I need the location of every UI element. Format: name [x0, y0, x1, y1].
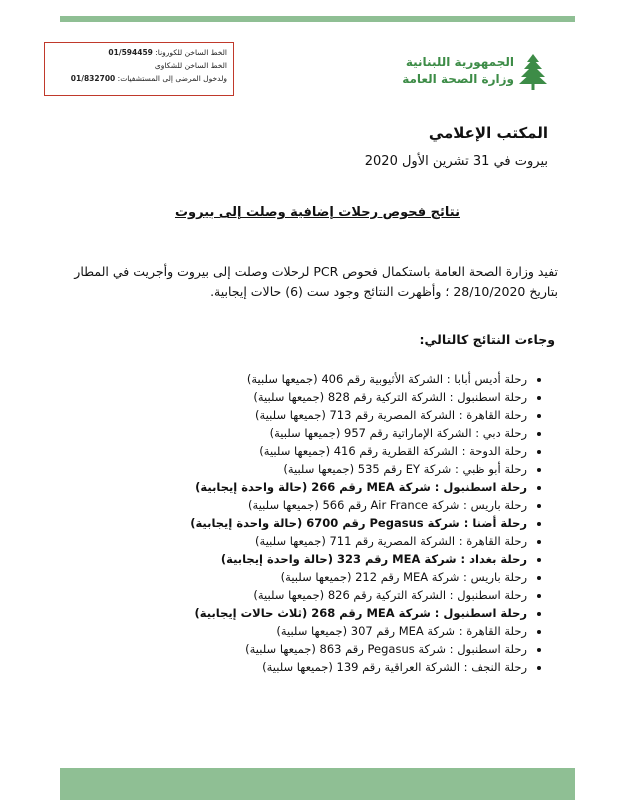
list-item: • رحلة النجف : الشركة العراقية رقم 139 (جميعها سلبية): [167, 658, 527, 676]
intro-paragraph: تفيد وزارة الصحة العامة باستكمال فحوص PCR لرحلات وصلت إلى بيروت وأجريت في المطار بتاريخ 28/10/2020 ؛ وأظهرت النتائج وجود ست (6) حالات إيجابية.: [74, 264, 558, 299]
list-item: • رحلة القاهرة : الشركة المصرية رقم 713 (جميعها سلبية): [167, 406, 527, 424]
bottom-green-band: [60, 768, 575, 800]
cedar-tree-icon: [518, 52, 548, 92]
hotline-box: [44, 42, 234, 96]
list-item: • رحلة القاهرة : الشركة المصرية رقم 711 (جميعها سلبية): [167, 532, 527, 550]
list-item: • رحلة القاهرة : شركة MEA رقم 307 (جميعها سلبية): [167, 622, 527, 640]
office-heading: المكتب الإعلامي: [428, 124, 548, 142]
logo-line-2: وزارة الصحة العامة: [402, 72, 514, 86]
ministry-logo: [388, 52, 548, 92]
results-heading: وجاءت النتائج كالتالي:: [419, 332, 555, 347]
list-item: • رحلة أديس أبابا : الشركة الأثيوبية رقم 406 (جميعها سلبية): [167, 370, 527, 388]
logo-line-1: الجمهورية اللبنانية: [405, 55, 514, 69]
hotline-label: ولدخول المرضى إلى المستشفيات:: [117, 74, 227, 83]
list-item: • رحلة اسطنبول : شركة MEA رقم 268 (ثلاث حالات إيجابية): [167, 604, 527, 622]
list-item: • رحلة اسطنبول : الشركة التركية رقم 828 (جميعها سلبية): [167, 388, 527, 406]
hotline-row: [51, 72, 227, 85]
list-item: • رحلة اسطنبول : الشركة التركية رقم 826 (جميعها سلبية): [167, 586, 527, 604]
list-item: • رحلة اسطنبول : شركة Pegasus رقم 863 (جميعها سلبية): [167, 640, 527, 658]
dateline: بيروت في 31 تشرين الأول 2020: [364, 154, 548, 169]
top-green-band: [60, 16, 575, 22]
list-item: • رحلة باريس : شركة MEA رقم 212 (جميعها سلبية): [167, 568, 527, 586]
hotline-row: [51, 46, 227, 59]
hotline-number: 01/832700: [70, 74, 116, 83]
list-item: • رحلة باريس : شركة Air France رقم 566 (جميعها سلبية): [167, 496, 527, 514]
list-item: • رحلة دبي : الشركة الإماراتية رقم 957 (جميعها سلبية): [167, 424, 527, 442]
hotline-label: الخط الساخن للكورونا:: [155, 48, 227, 57]
hotline-label: الخط الساخن للشكاوى: [154, 61, 227, 70]
list-item: • رحلة أضنا : شركة Pegasus رقم 6700 (حالة واحدة إيجابية): [167, 514, 527, 532]
hotline-number: 01/594459: [108, 48, 153, 57]
list-item: • رحلة الدوحة : الشركة القطرية رقم 416 (جميعها سلبية): [167, 442, 527, 460]
flight-results-list: [167, 370, 541, 676]
list-item: • رحلة أبو ظبي : شركة EY رقم 535 (جميعها سلبية): [167, 460, 527, 478]
document-title: نتائج فحوص رحلات إضافية وصلت إلى بيروت: [174, 205, 460, 220]
list-item: • رحلة بغداد : شركة MEA رقم 323 (حالة واحدة إيجابية): [167, 550, 527, 568]
list-item: • رحلة اسطنبول : شركة MEA رقم 266 (حالة واحدة إيجابية): [167, 478, 527, 496]
hotline-row: [51, 59, 227, 72]
